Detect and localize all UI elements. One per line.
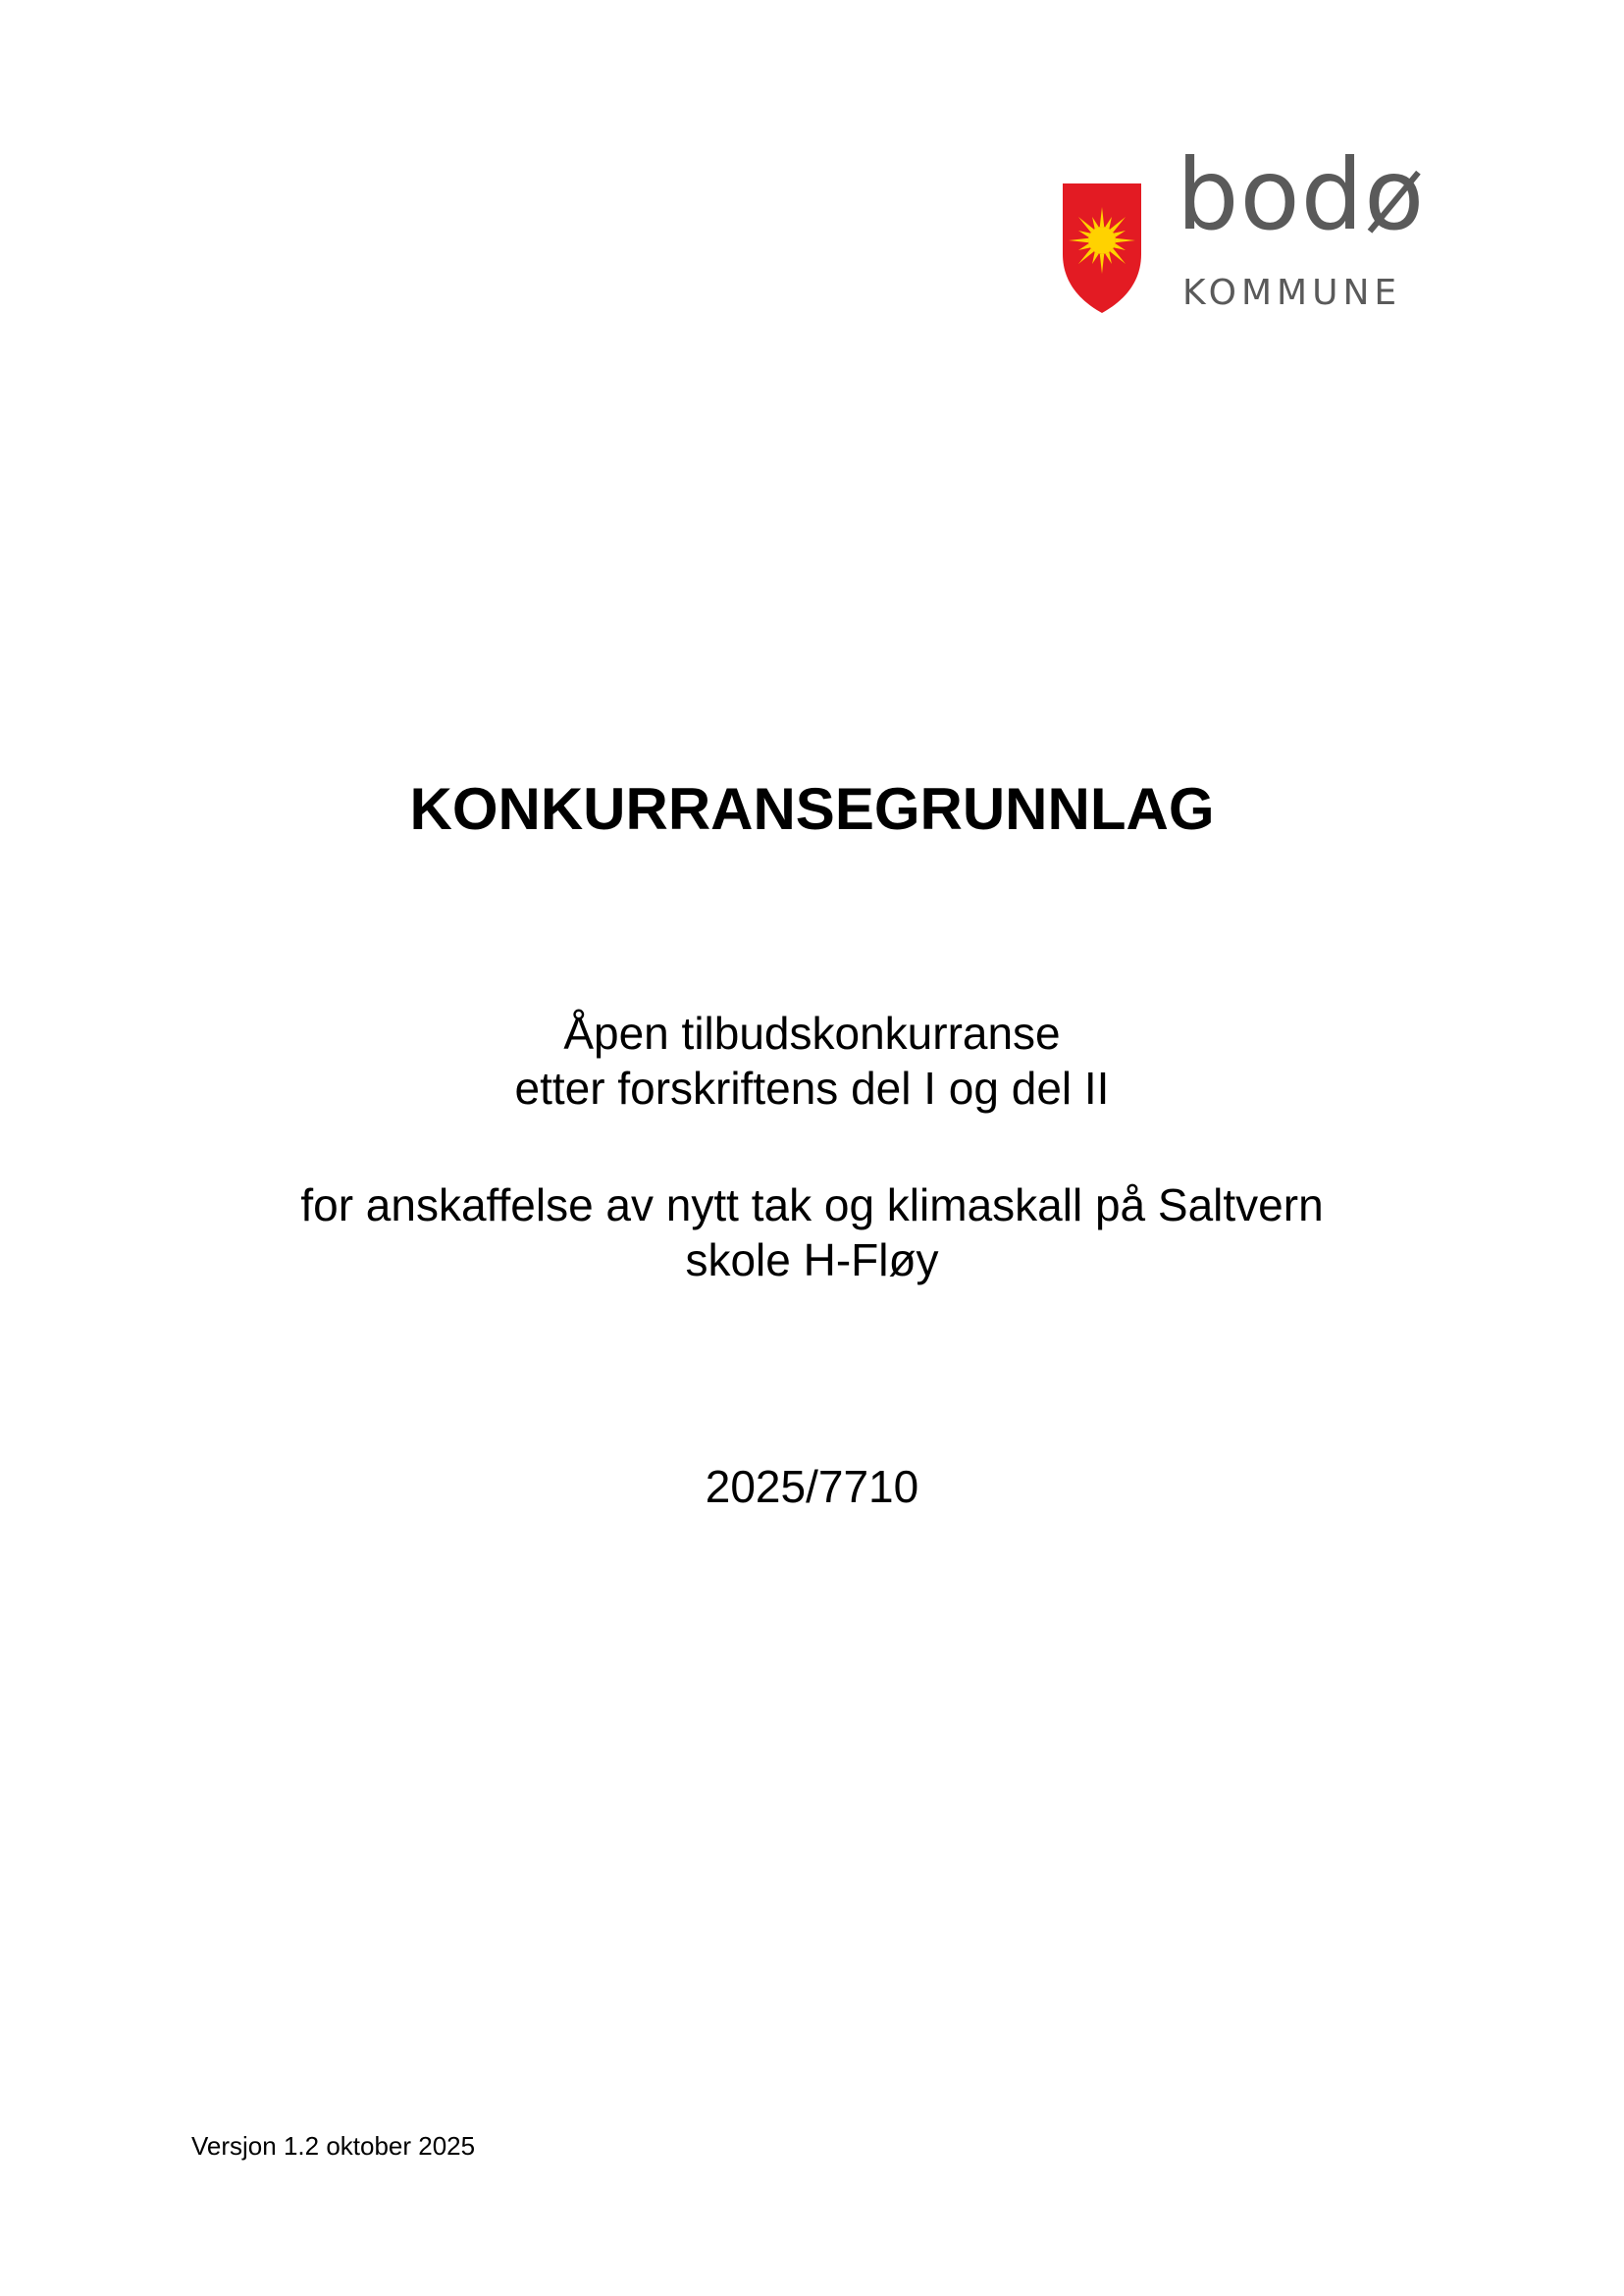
case-number: 2025/7710 [705, 1461, 919, 1512]
procedure-line-1: Åpen tilbudskonkurranse [563, 1008, 1061, 1059]
document-title: KONKURRANSEGRUNNLAG [409, 776, 1215, 842]
municipality-logo [1063, 137, 1436, 317]
version-label: Versjon 1.2 oktober 2025 [191, 2131, 476, 2161]
subject-line-1: for anskaffelse av nytt tak og klimaskall på Saltvern [300, 1179, 1324, 1230]
logo-wordmark: bodø [1177, 137, 1426, 252]
sun-shield-icon [1063, 183, 1141, 313]
subject-line-2: skole H-Fløy [685, 1234, 939, 1285]
subject-text [0, 1177, 1624, 1287]
procedure-text [0, 1006, 1624, 1116]
procedure-line-2: etter forskriftens del I og del II [514, 1063, 1110, 1114]
logo-subtitle: KOMMUNE [1182, 273, 1402, 313]
